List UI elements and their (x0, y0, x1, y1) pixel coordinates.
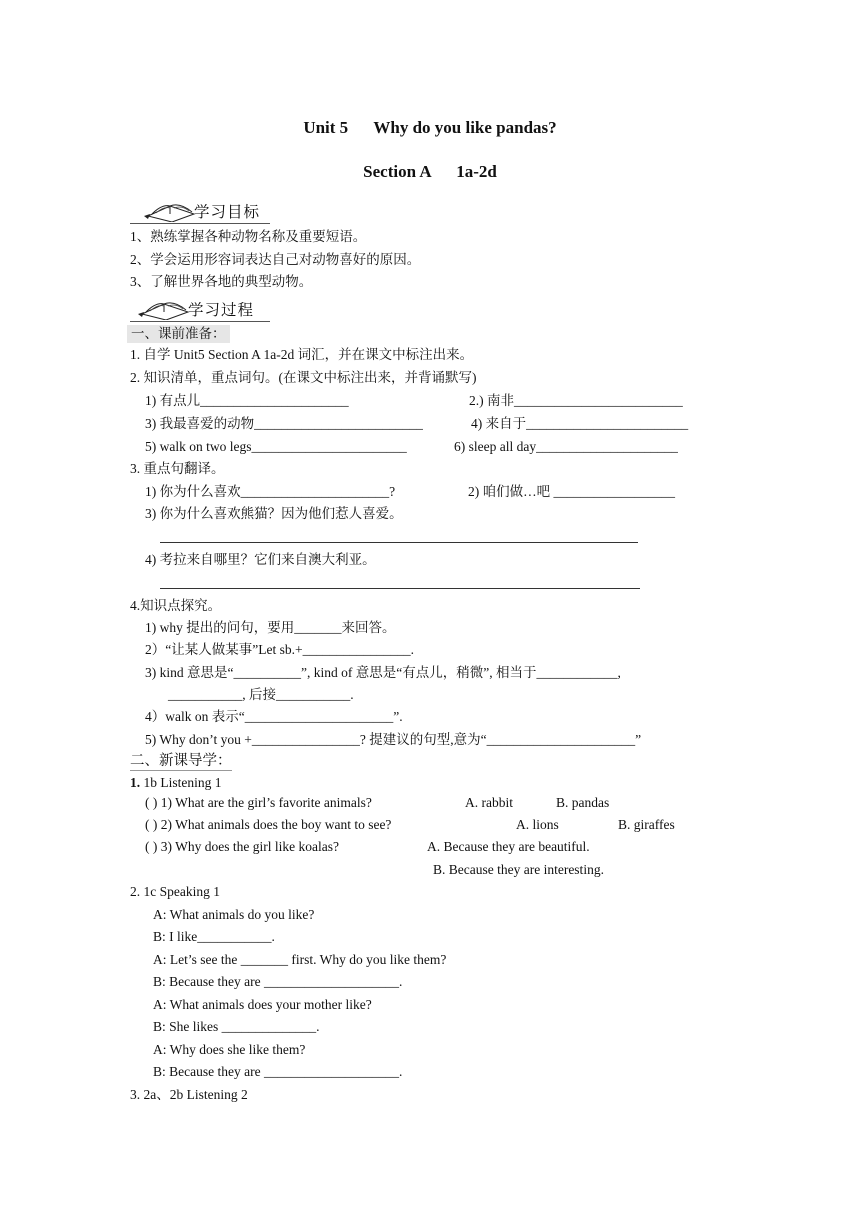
option-a: A. rabbit (465, 795, 513, 810)
listening1-title (130, 774, 222, 792)
listening-question: ( ) 2) What animals does the boy want to see? (145, 817, 392, 832)
option-b: B. pandas (556, 795, 610, 810)
dialogue-line: B: She likes ______________. (153, 1019, 320, 1034)
translation-item: 1) 你为什么喜欢______________________? (145, 484, 396, 499)
dialogue-line: B: Because they are ____________________. (153, 974, 403, 989)
dialogue-line: A: Let’s see the _______ first. Why do you like them? (153, 952, 447, 967)
option-b: B. Because they are interesting. (433, 862, 604, 877)
listening2-title: 3. 2a、2b Listening 2 (130, 1087, 248, 1102)
option-a: A. lions (516, 817, 559, 832)
part1-label: 一、课前准备： (127, 325, 230, 343)
question-4: 4.知识点探究。 (130, 598, 222, 613)
knowledge-item: 2）“让某人做某事”Let sb.+________________. (145, 642, 414, 657)
vocab-item: 6) sleep all day_____________________ (454, 439, 678, 454)
goals-heading-text: 学习目标 (194, 203, 261, 221)
knowledge-item: 5) Why don’t you +________________? 提建议的句型,意为“______________________” (145, 732, 642, 747)
translation-item: 3) 你为什么喜欢熊猫？因为他们惹人喜爱。 (145, 506, 403, 521)
dialogue-line: A: What animals does your mother like? (153, 997, 372, 1012)
process-heading-text: 学习过程 (188, 301, 255, 319)
book-icon (136, 294, 192, 320)
page-title: Unit 5 Why do you like pandas? (303, 118, 557, 137)
dialogue-line: B: Because they are ____________________. (153, 1064, 403, 1079)
option-b: B. giraffes (618, 817, 675, 832)
dialogue-line: A: What animals do you like? (153, 907, 315, 922)
book-icon (142, 196, 198, 222)
speaking1-title: 2. 1c Speaking 1 (130, 884, 220, 899)
dialogue-line: A: Why does she like them? (153, 1042, 306, 1057)
vocab-item: 1) 有点儿______________________ (145, 393, 349, 408)
vocab-item: 4) 来自于________________________ (471, 416, 689, 431)
knowledge-item: 1) why 提出的问句，要用_______来回答。 (145, 620, 396, 635)
goal-item: 3、了解世界各地的典型动物。 (130, 274, 313, 289)
listening1-number: 1. (130, 775, 141, 790)
listening1-label: 1b Listening 1 (140, 775, 222, 790)
part2-label: 二、新课导学： (130, 753, 232, 769)
answer-line (160, 542, 638, 543)
dialogue-line: B: I like___________. (153, 929, 275, 944)
vocab-item: 5) walk on two legs_______________________ (145, 439, 407, 454)
goals-heading (130, 196, 280, 224)
question-2: 2. 知识清单，重点词句。(在课文中标注出来，并背诵默写) (130, 370, 477, 385)
knowledge-item: 4）walk on 表示“______________________”. (145, 709, 403, 724)
translation-item: 2) 咱们做…吧 __________________ (468, 484, 675, 499)
translation-item: 4) 考拉来自哪里？它们来自澳大利亚。 (145, 552, 376, 567)
goal-item: 2、学会运用形容词表达自己对动物喜好的原因。 (130, 252, 421, 267)
goal-item: 1、熟练掌握各种动物名称及重要短语。 (130, 229, 367, 244)
option-a: A. Because they are beautiful. (427, 839, 590, 854)
vocab-item: 2.) 南非_________________________ (469, 393, 683, 408)
vocab-item: 3) 我最喜爱的动物_________________________ (145, 416, 423, 431)
question-3: 3. 重点句翻译。 (130, 461, 225, 476)
listening-question: ( ) 1) What are the girl’s favorite animals? (145, 795, 372, 810)
process-heading (130, 294, 280, 322)
answer-line (160, 588, 640, 589)
section-subtitle: Section A 1a-2d (363, 162, 497, 181)
knowledge-item: 3) kind 意思是“__________”, kind of 意思是“有点儿，稍微”, 相当于____________, (145, 665, 621, 680)
question-1: 1. 自学 Unit5 Section A 1a-2d 词汇，并在课文中标注出来。 (130, 347, 474, 362)
knowledge-item: ___________, 后接___________. (168, 687, 354, 702)
listening-question: ( ) 3) Why does the girl like koalas? (145, 839, 339, 854)
